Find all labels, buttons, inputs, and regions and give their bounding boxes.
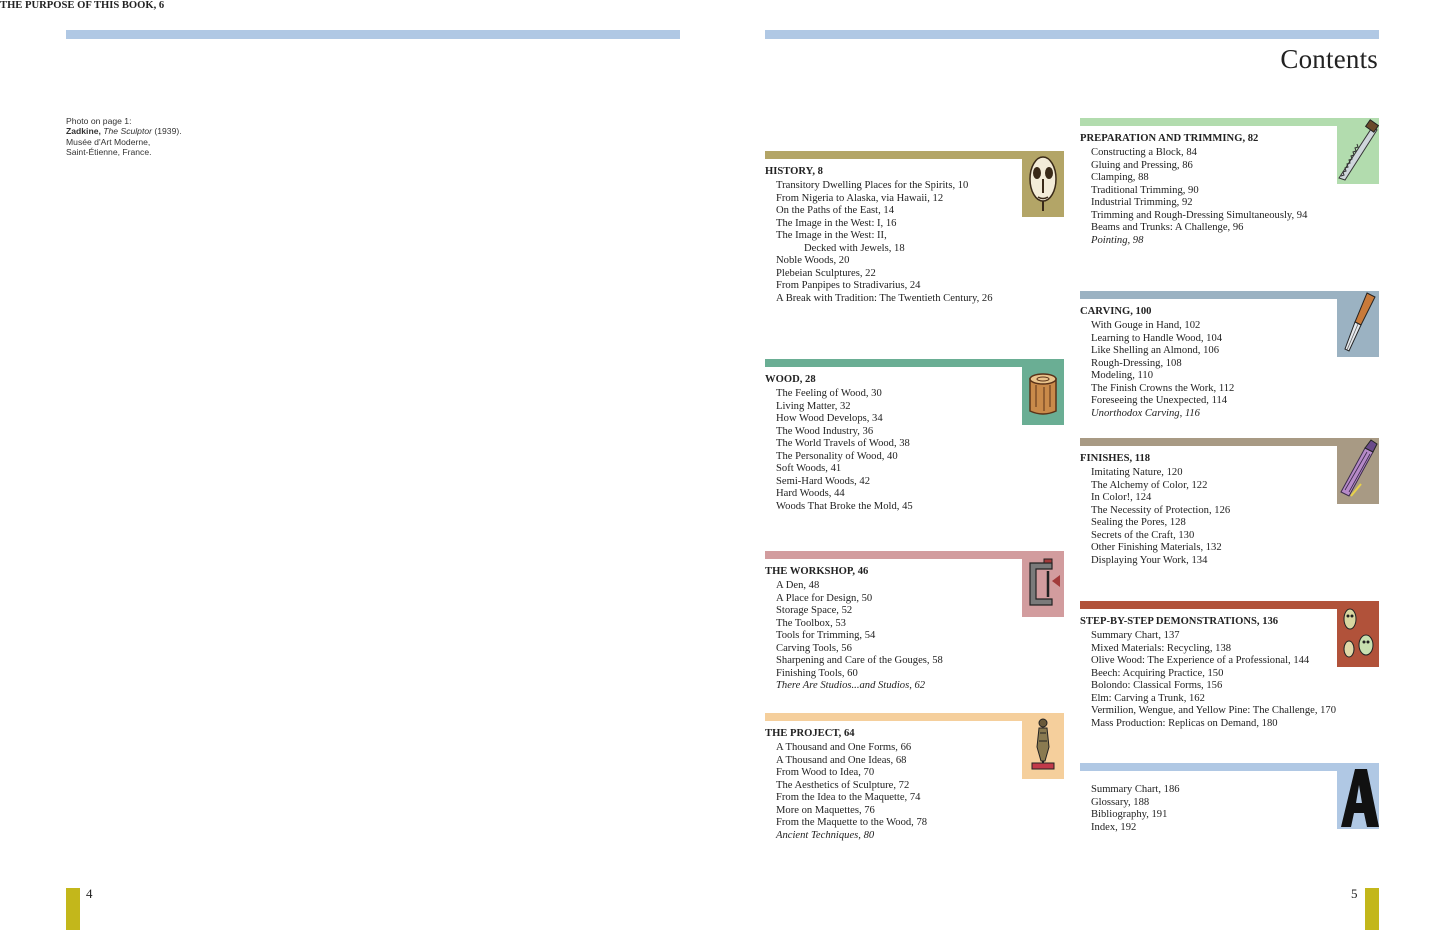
toc-entry: The Alchemy of Color, 122 (1091, 479, 1208, 491)
credit-line-3: Musée d'Art Moderne, (66, 136, 151, 147)
toc-entry: Pointing, 98 (1091, 234, 1144, 246)
toc-entry: The Personality of Wood, 40 (776, 450, 898, 462)
section-band (765, 713, 1022, 721)
toc-entry: Summary Chart, 137 (1091, 630, 1180, 641)
toc-entry: From Wood to Idea, 70 (776, 767, 875, 778)
toc-entry: Trimming and Rough-Dressing Simultaneously, 94 (1091, 209, 1308, 221)
section-history (765, 151, 1064, 311)
section-band (765, 551, 1022, 559)
toc-entry: Imitating Nature, 120 (1091, 467, 1183, 478)
saw-icon (1337, 118, 1379, 184)
toc-entry: From the Maquette to the Wood, 78 (776, 817, 928, 828)
toc-entry: Clamping, 88 (1091, 172, 1149, 183)
mask-icon (1022, 151, 1064, 217)
toc-entry: The Finish Crowns the Work, 112 (1091, 382, 1235, 394)
toc-entry: Finishing Tools, 60 (776, 667, 858, 679)
toc-entry: Plebeian Sculptures, 22 (776, 267, 876, 279)
credit-year: (1939). (154, 126, 182, 137)
section-band (1080, 763, 1337, 771)
toc-entry: Vermilion, Wengue, and Yellow Pine: The Challenge, 170 (1091, 705, 1337, 716)
toc-entry: Modeling, 110 (1091, 370, 1153, 381)
left-page-tab (66, 888, 80, 930)
page-title: Contents (1280, 44, 1378, 74)
carved-figures-icon (1337, 601, 1379, 667)
toc-entry: The Image in the West: II, (776, 230, 887, 241)
entry-list (776, 742, 927, 842)
section-heading: WOOD, 28 (765, 374, 816, 385)
brush-icon (1337, 438, 1379, 504)
entry-list (776, 580, 943, 693)
entry-list (776, 180, 993, 305)
toc-entry: A Place for Design, 50 (776, 592, 873, 604)
toc-entry: Industrial Trimming, 92 (1091, 197, 1193, 208)
section-band (765, 359, 1022, 367)
toc-entry: Bibliography, 191 (1091, 809, 1168, 820)
toc-entry: From Panpipes to Stradivarius, 24 (776, 280, 921, 291)
right-top-bar (765, 30, 1379, 39)
credit-line-1: Photo on page 1: (66, 116, 132, 126)
toc-entry: The Image in the West: I, 16 (776, 217, 897, 229)
statuette-icon (1022, 713, 1064, 779)
toc-entry: Storage Space, 52 (776, 605, 853, 616)
toc-entry: On the Paths of the East, 14 (776, 205, 894, 216)
toc-entry: The Wood Industry, 36 (776, 425, 874, 437)
section-workshop (765, 551, 1064, 696)
toc-entry: Noble Woods, 20 (776, 255, 850, 266)
toc-entry: The World Travels of Wood, 38 (776, 438, 910, 449)
section-appendix (1080, 763, 1379, 843)
section-band (1080, 601, 1337, 609)
toc-entry: Carving Tools, 56 (776, 642, 852, 654)
chisel-icon (1337, 291, 1379, 357)
toc-entry: Constructing a Block, 84 (1091, 147, 1197, 158)
toc-entry: Beech: Acquiring Practice, 150 (1091, 667, 1224, 679)
toc-entry: From the Idea to the Maquette, 74 (776, 792, 921, 803)
toc-entry: The Feeling of Wood, 30 (776, 388, 882, 399)
toc-entry: With Gouge in Hand, 102 (1091, 320, 1201, 331)
toc-entry: Unorthodox Carving, 116 (1091, 407, 1200, 419)
section-heading: PREPARATION AND TRIMMING, 82 (1080, 133, 1259, 144)
toc-entry: Elm: Carving a Trunk, 162 (1091, 692, 1205, 704)
section-heading: THE WORKSHOP, 46 (765, 566, 869, 577)
section-band (1080, 118, 1337, 126)
toc-entry: Foreseeing the Unexpected, 114 (1091, 395, 1228, 406)
photo-credit (66, 116, 182, 158)
entry-list (1091, 320, 1234, 420)
section-heading: CARVING, 100 (1080, 306, 1152, 317)
right-page-tab (1365, 888, 1379, 930)
letter-a-icon (1337, 763, 1379, 829)
credit-line-2 (66, 126, 182, 136)
toc-entry: Woods That Broke the Mold, 45 (776, 500, 913, 512)
section-heading: THE PROJECT, 64 (765, 728, 855, 739)
toc-entry: Index, 192 (1091, 821, 1137, 833)
toc-entry: Ancient Techniques, 80 (776, 829, 875, 841)
left-top-bar (66, 30, 680, 39)
credit-line-4: Saint-Étienne, France. (66, 147, 152, 158)
section-project (765, 713, 1064, 848)
toc-entry: Olive Wood: The Experience of a Professional, 144 (1091, 655, 1310, 666)
toc-entry: Summary Chart, 186 (1091, 784, 1180, 795)
toc-entry: Decked with Jewels, 18 (804, 242, 905, 254)
toc-entry: In Color!, 124 (1091, 492, 1152, 503)
toc-entry: A Thousand and One Ideas, 68 (776, 754, 907, 766)
toc-entry: More on Maquettes, 76 (776, 804, 875, 816)
toc-entry: Soft Woods, 41 (776, 463, 842, 474)
entry-list (1091, 784, 1180, 834)
toc-entry: Other Finishing Materials, 132 (1091, 542, 1222, 553)
toc-entry: Sharpening and Care of the Gouges, 58 (776, 655, 943, 666)
left-page-number: 4 (86, 886, 93, 901)
toc-entry: Living Matter, 32 (776, 400, 851, 412)
entry-list (1091, 467, 1230, 567)
purpose-entry: THE PURPOSE OF THIS BOOK, 6 (0, 0, 165, 11)
section-demonstrations (1080, 601, 1379, 736)
toc-entry: A Den, 48 (776, 580, 820, 591)
toc-entry: How Wood Develops, 34 (776, 413, 883, 424)
right-page-number: 5 (1351, 886, 1358, 901)
toc-entry: Mass Production: Replicas on Demand, 180 (1091, 717, 1278, 729)
section-band (1080, 438, 1337, 446)
section-heading: HISTORY, 8 (765, 166, 823, 177)
toc-entry: Mixed Materials: Recycling, 138 (1091, 642, 1232, 654)
section-carving (1080, 291, 1379, 426)
toc-entry: Learning to Handle Wood, 104 (1091, 332, 1223, 344)
toc-entry: A Break with Tradition: The Twentieth Century, 26 (776, 292, 993, 304)
section-heading: STEP-BY-STEP DEMONSTRATIONS, 136 (1080, 616, 1279, 627)
toc-entry: Like Shelling an Almond, 106 (1091, 345, 1219, 356)
section-wood (765, 359, 1064, 514)
log-stump-icon (1022, 359, 1064, 425)
toc-entry: Tools for Trimming, 54 (776, 630, 876, 641)
toc-entry: Rough-Dressing, 108 (1091, 357, 1182, 369)
toc-entry: Transitory Dwelling Places for the Spirits, 10 (776, 180, 969, 191)
entry-list (1091, 147, 1307, 247)
section-preparation (1080, 118, 1379, 253)
section-band (765, 151, 1022, 159)
toc-entry: The Aesthetics of Sculpture, 72 (776, 779, 910, 791)
credit-work: The Sculptor (103, 126, 152, 137)
toc-entry: The Necessity of Protection, 126 (1091, 504, 1231, 516)
section-heading: FINISHES, 118 (1080, 453, 1151, 464)
toc-entry: Hard Woods, 44 (776, 488, 845, 499)
toc-entry: Semi-Hard Woods, 42 (776, 475, 870, 487)
toc-entry: Glossary, 188 (1091, 796, 1150, 808)
credit-artist: Zadkine, (66, 126, 101, 137)
toc-entry: Beams and Trunks: A Challenge, 96 (1091, 222, 1244, 233)
toc-entry: Displaying Your Work, 134 (1091, 554, 1208, 566)
toc-entry: The Toolbox, 53 (776, 617, 846, 629)
toc-entry: A Thousand and One Forms, 66 (776, 742, 912, 753)
section-band (1080, 291, 1337, 299)
toc-entry: Bolondo: Classical Forms, 156 (1091, 680, 1223, 691)
entry-list (776, 388, 913, 513)
toc-entry: Sealing the Pores, 128 (1091, 517, 1186, 528)
toc-entry: There Are Studios...and Studios, 62 (776, 680, 926, 691)
toc-entry: Secrets of the Craft, 130 (1091, 529, 1195, 541)
entry-list (1091, 630, 1336, 730)
toc-entry: From Nigeria to Alaska, via Hawaii, 12 (776, 192, 944, 204)
clamp-icon (1022, 551, 1064, 617)
toc-entry: Traditional Trimming, 90 (1091, 184, 1199, 196)
toc-entry: Gluing and Pressing, 86 (1091, 159, 1193, 171)
section-finishes (1080, 438, 1379, 573)
